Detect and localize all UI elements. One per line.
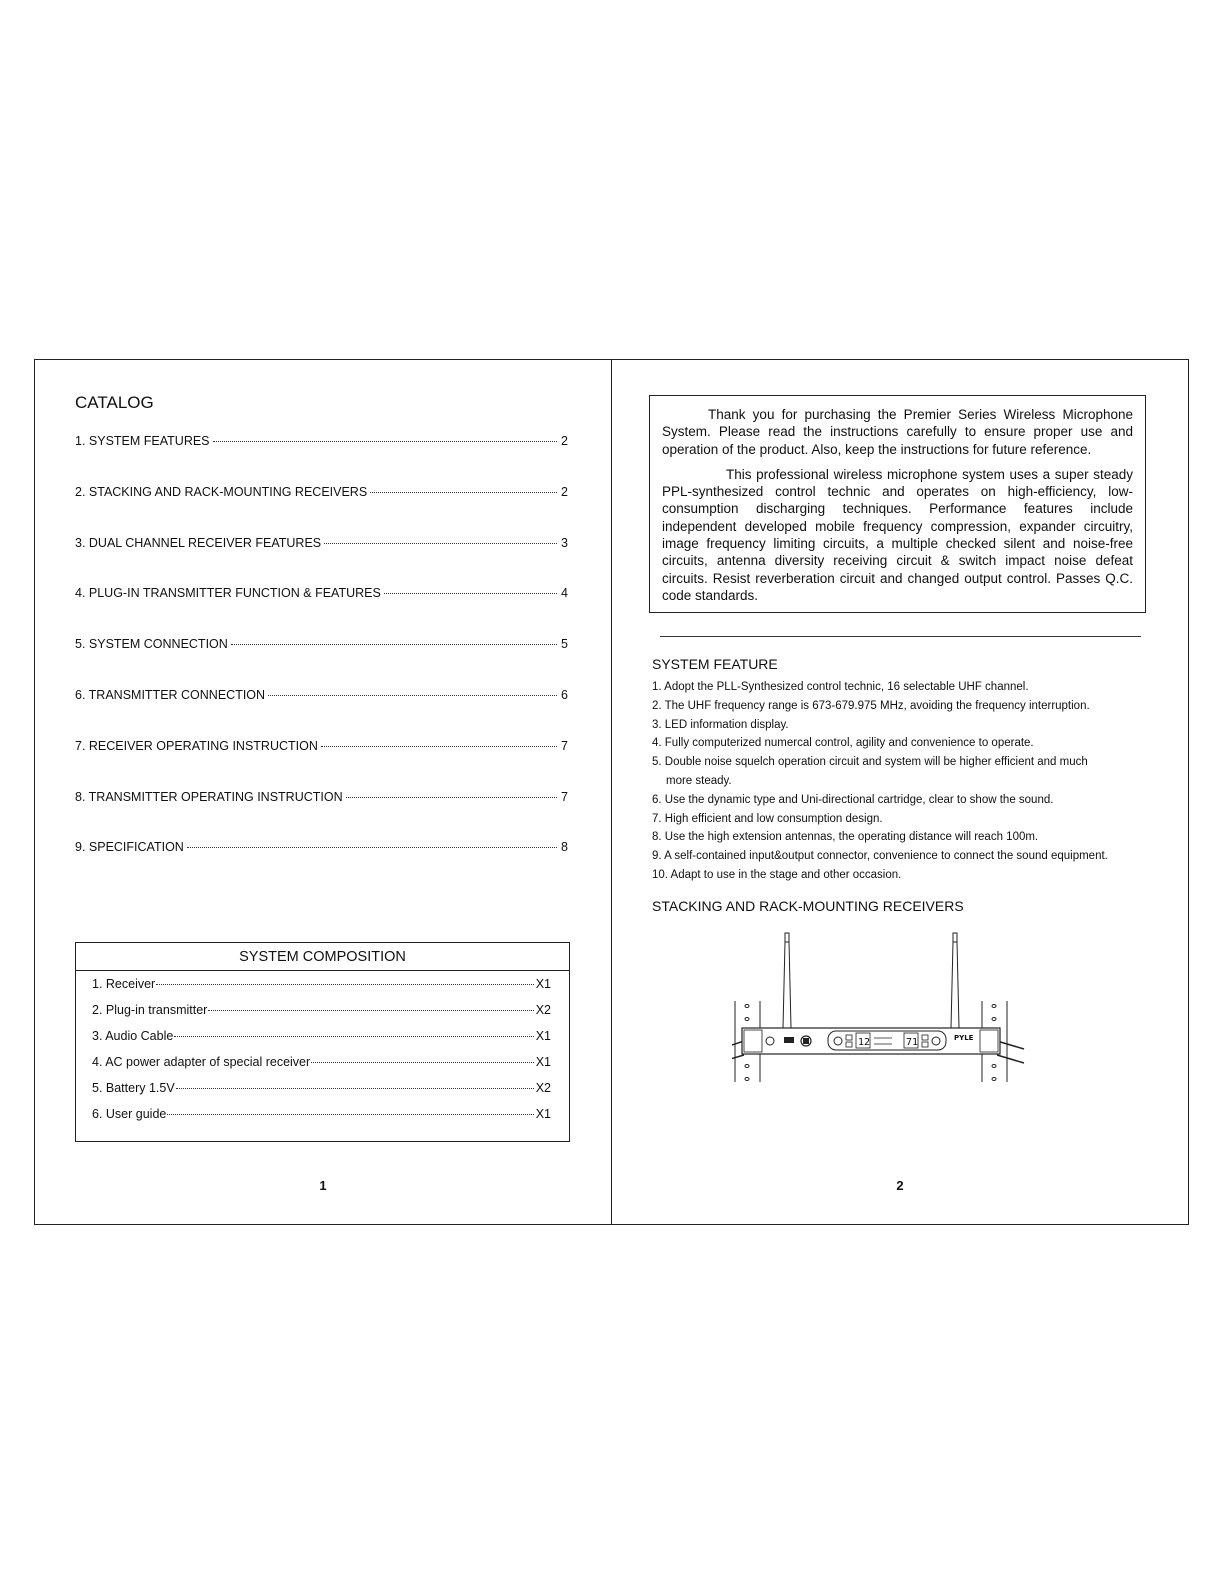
- composition-item-label: 4. AC power adapter of special receiver: [92, 1055, 311, 1069]
- list-item: [652, 753, 1152, 791]
- page-number-right: 2: [896, 1178, 904, 1193]
- brand-logo: PYLE: [954, 1034, 974, 1042]
- list-item: [652, 716, 1152, 735]
- feature-text: 2. The UHF frequency range is 673-679.975 MHz, avoiding the frequency interruption.: [652, 699, 1090, 712]
- toc-entry-page: 5: [561, 637, 568, 652]
- page-number-left: 1: [319, 1178, 327, 1193]
- composition-title: SYSTEM COMPOSITION: [76, 943, 569, 971]
- toc-leader: [324, 543, 557, 544]
- toc-entry-label: 4. PLUG-IN TRANSMITTER FUNCTION & FEATURES: [75, 586, 381, 601]
- intro-paragraph-1: [662, 406, 1133, 458]
- antenna-right-icon: [951, 933, 959, 1028]
- composition-leader: [174, 1036, 534, 1037]
- composition-item-label: 6. User guide: [92, 1107, 167, 1121]
- toc-entry-page: 4: [561, 586, 568, 601]
- toc-entry[interactable]: [75, 790, 568, 841]
- feature-text: 8. Use the high extension antennas, the operating distance will reach 100m.: [652, 831, 1039, 844]
- composition-item-label: 3. Audio Cable: [92, 1029, 174, 1043]
- composition-item-label: 2. Plug-in transmitter: [92, 1003, 208, 1017]
- toc-entry-page: 6: [561, 687, 568, 702]
- list-item: [92, 977, 551, 1003]
- feature-list: [652, 678, 1152, 885]
- display-left: 12: [858, 1037, 871, 1048]
- intro-paragraph-2: [662, 466, 1133, 604]
- toc-leader: [370, 492, 557, 493]
- composition-leader: [176, 1088, 534, 1089]
- composition-leader: [208, 1010, 534, 1011]
- toc-entry-page: 3: [561, 535, 568, 550]
- right-page: [612, 360, 1188, 1224]
- list-item: [652, 866, 1152, 885]
- feature-text: 6. Use the dynamic type and Uni-directional cartridge, clear to show the sound.: [652, 793, 1054, 806]
- toc-entry-label: 5. SYSTEM CONNECTION: [75, 637, 228, 652]
- toc-leader: [384, 593, 557, 594]
- composition-item-label: 5. Battery 1.5V: [92, 1081, 175, 1095]
- stacking-title: STACKING AND RACK-MOUNTING RECEIVERS: [652, 898, 964, 914]
- toc-entry-page: 7: [561, 789, 568, 804]
- rack-mount-receiver-illustration: [732, 928, 1062, 1088]
- left-page: [35, 360, 611, 1224]
- toc-entry-label: 3. DUAL CHANNEL RECEIVER FEATURES: [75, 535, 322, 550]
- toc-entry-page: 2: [561, 434, 568, 448]
- catalog-title: CATALOG: [75, 393, 154, 412]
- intro-text-1: Thank you for purchasing the Premier Series Wireless Microphone System. Please read the instructions carefully to ensure proper use and operation of the product. Also, keep the instructions for future reference.: [662, 407, 1133, 457]
- composition-item-qty: X1: [535, 1029, 551, 1043]
- list-item: [652, 678, 1152, 697]
- feature-continuation: more steady.: [666, 774, 732, 787]
- receiver-unit: [742, 1028, 1000, 1054]
- feature-text: 7. High efficient and low consumption design.: [652, 812, 883, 825]
- toc-entry-label: 7. RECEIVER OPERATING INSTRUCTION: [75, 738, 318, 753]
- toc-entry-label: 1. SYSTEM FEATURES: [75, 434, 210, 448]
- feature-text: 4. Fully computerized numercal control, agility and convenience to operate.: [652, 737, 1034, 750]
- antenna-left-icon: [783, 933, 791, 1028]
- display-right: 71: [906, 1037, 919, 1048]
- list-item: [652, 734, 1152, 753]
- toc-entry-page: 2: [561, 484, 568, 499]
- composition-item-qty: X1: [535, 1055, 551, 1069]
- toc-entry-label: 2. STACKING AND RACK-MOUNTING RECEIVERS: [75, 484, 368, 499]
- horizontal-rule: [660, 636, 1141, 637]
- list-item: [92, 1081, 551, 1107]
- list-item: [652, 847, 1152, 866]
- toc-entry[interactable]: [75, 434, 568, 485]
- intro-text-2: This professional wireless microphone system uses a super steady PPL-synthesized control technic and operates on high-efficiency, low-consumption discharging techniques. Performance features include independent developed mobile frequency compression, expander circuitry, image frequency limiting circuits, a multiple checked silent and noise-free circuits, antenna diversity receiving circuit & switch impact noise defeat circuits. Resist reverberation circuit and changed output control. Passes Q.C. code standards.: [662, 466, 1133, 603]
- toc-entry-page: 7: [561, 738, 568, 753]
- toc-entry[interactable]: [75, 485, 568, 536]
- toc-entry[interactable]: [75, 688, 568, 739]
- toc-leader: [213, 441, 557, 442]
- composition-leader: [156, 984, 534, 985]
- system-feature-title: SYSTEM FEATURE: [652, 656, 778, 672]
- toc-entry-label: 6. TRANSMITTER CONNECTION: [75, 687, 266, 702]
- toc-leader: [268, 695, 557, 696]
- toc-entry-label: 9. SPECIFICATION: [75, 840, 184, 855]
- toc-entry[interactable]: [75, 739, 568, 790]
- composition-item-qty: X2: [535, 1003, 551, 1017]
- toc-entry-label: 8. TRANSMITTER OPERATING INSTRUCTION: [75, 789, 343, 804]
- composition-list: [76, 971, 569, 1133]
- composition-leader: [167, 1114, 534, 1115]
- table-of-contents: [75, 434, 568, 891]
- list-item: [652, 810, 1152, 829]
- list-item: [652, 697, 1152, 716]
- feature-text: 3. LED information display.: [652, 718, 789, 731]
- list-item: [652, 828, 1152, 847]
- booklet-spread: [34, 359, 1189, 1225]
- intro-box: [649, 395, 1146, 613]
- list-item: [92, 1055, 551, 1081]
- feature-text: 10. Adapt to use in the stage and other occasion.: [652, 868, 902, 881]
- toc-leader: [231, 644, 557, 645]
- list-item: [92, 1029, 551, 1055]
- feature-text: 1. Adopt the PLL-Synthesized control technic, 16 selectable UHF channel.: [652, 681, 1029, 693]
- composition-item-qty: X1: [535, 1107, 551, 1121]
- toc-entry[interactable]: [75, 586, 568, 637]
- composition-leader: [311, 1062, 534, 1063]
- list-item: [92, 1003, 551, 1029]
- feature-text: 9. A self-contained input&output connector, convenience to connect the sound equipment.: [652, 850, 1108, 863]
- list-item: [92, 1107, 551, 1133]
- system-composition-box: [75, 942, 570, 1142]
- toc-leader: [346, 797, 557, 798]
- toc-entry-page: 8: [561, 840, 568, 855]
- list-item: [652, 791, 1152, 810]
- composition-item-label: 1. Receiver: [92, 977, 156, 991]
- toc-entry[interactable]: [75, 637, 568, 688]
- composition-item-qty: X1: [535, 977, 551, 991]
- toc-leader: [187, 847, 557, 848]
- toc-entry[interactable]: [75, 840, 568, 891]
- feature-text: 5. Double noise squelch operation circuit and system will be higher efficient and much: [652, 756, 1088, 769]
- toc-leader: [321, 746, 557, 747]
- toc-entry[interactable]: [75, 536, 568, 587]
- composition-item-qty: X2: [535, 1081, 551, 1095]
